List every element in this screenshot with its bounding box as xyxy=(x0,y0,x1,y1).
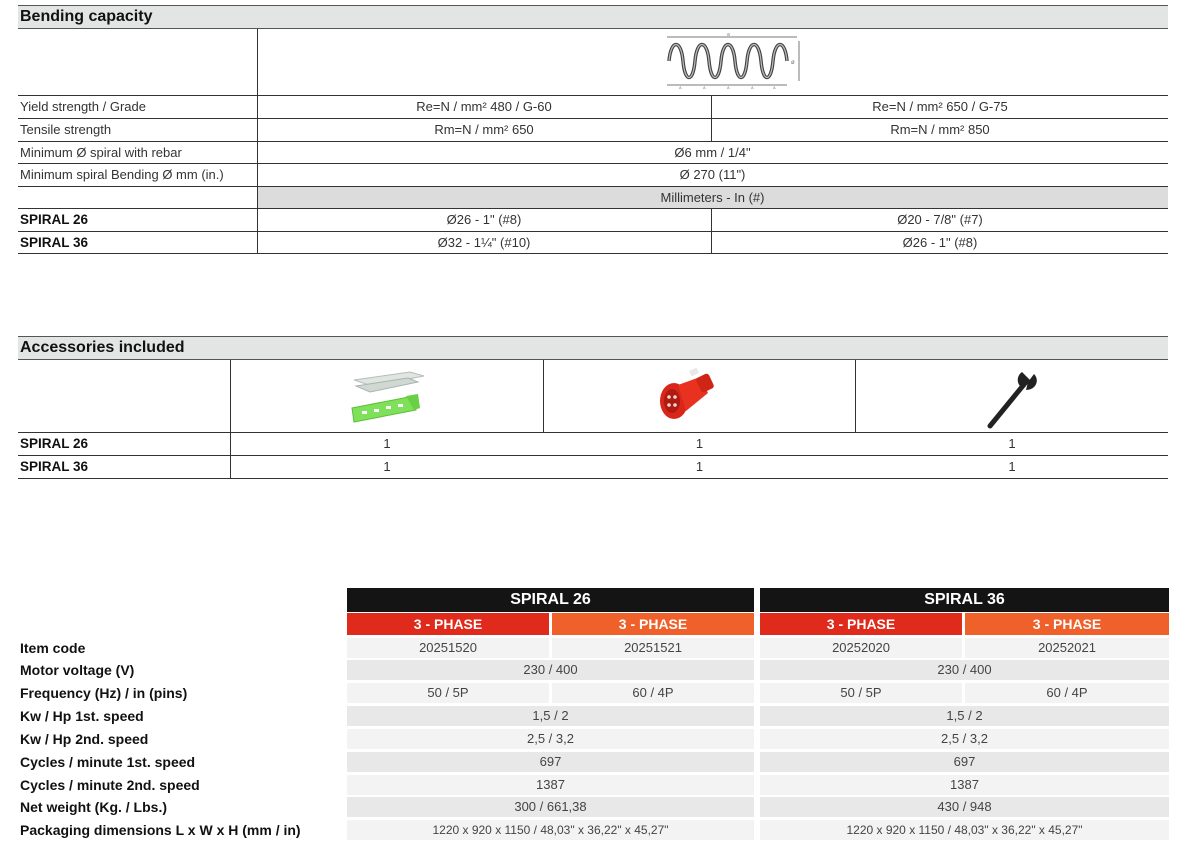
spring-diagram-icon xyxy=(663,31,803,91)
wrench-qty: 1 xyxy=(1008,459,1016,474)
value-cell: 1220 x 920 x 1150 / 48,03" x 36,22" x 45,27" xyxy=(347,820,754,840)
row-label: Item code xyxy=(20,640,86,656)
value-cell: 60 / 4P xyxy=(552,683,754,703)
value-cell: 1387 xyxy=(347,775,754,795)
tools-qty: 1 xyxy=(383,459,391,474)
spiral-26-phase-a: 3 - PHASE xyxy=(347,613,549,635)
svg-text:ø: ø xyxy=(791,60,795,66)
spiral-26-header: SPIRAL 26 xyxy=(347,588,754,612)
svg-text:A: A xyxy=(751,85,754,90)
value-cell: 697 xyxy=(760,752,1169,772)
motor-voltage-row xyxy=(18,659,1168,681)
plug-qty: 1 xyxy=(695,436,704,451)
row-label: Motor voltage (V) xyxy=(20,662,135,678)
item-code-row xyxy=(18,637,1168,659)
svg-text:a: a xyxy=(727,32,730,38)
column-divider xyxy=(543,360,544,433)
packaging-dimensions-row xyxy=(18,819,1168,841)
cycles-2nd-row xyxy=(18,774,1168,796)
value-cell: 697 xyxy=(347,752,754,772)
spiral-36-header: SPIRAL 36 xyxy=(760,588,1169,612)
svg-text:A: A xyxy=(703,85,706,90)
value-cell: 20252020 xyxy=(760,638,962,658)
svg-text:A: A xyxy=(679,85,682,90)
row-label: Minimum spiral Bending Ø mm (in.) xyxy=(20,167,224,182)
kw-hp-2nd-row xyxy=(18,728,1168,750)
value-cell: 1220 x 920 x 1150 / 48,03" x 36,22" x 45,27" xyxy=(760,820,1169,840)
column-divider xyxy=(711,209,712,254)
min-bending-diameter-value: Ø 270 (11") xyxy=(679,167,746,182)
tensile-strength-row xyxy=(18,119,1168,142)
net-weight-row xyxy=(18,796,1168,818)
row-label: Cycles / minute 1st. speed xyxy=(20,754,196,770)
model-label: SPIRAL 36 xyxy=(20,459,89,474)
frequency-row xyxy=(18,682,1168,704)
spiral-26-phase-b: 3 - PHASE xyxy=(552,613,754,635)
spiral-36-accessories-row xyxy=(18,456,1168,479)
kw-hp-1st-row xyxy=(18,705,1168,727)
row-label: Kw / Hp 2nd. speed xyxy=(20,731,149,747)
value-cell: 20251520 xyxy=(347,638,549,658)
min-spiral-rebar-value: Ø6 mm / 1/4" xyxy=(674,145,751,160)
yield-strength-row xyxy=(18,96,1168,119)
value-cell: 1,5 / 2 xyxy=(347,706,754,726)
model-label: SPIRAL 26 xyxy=(20,436,89,451)
value-cell: 20251521 xyxy=(552,638,754,658)
spiral-36-phase-a: 3 - PHASE xyxy=(760,613,962,635)
value-cell: 2,5 / 3,2 xyxy=(760,729,1169,749)
column-divider xyxy=(257,29,258,254)
value-cell: 2,5 / 3,2 xyxy=(347,729,754,749)
units-header: Millimeters - In (#) xyxy=(257,187,1168,208)
row-label: Net weight (Kg. / Lbs.) xyxy=(20,799,167,815)
accessories-header: Accessories included xyxy=(18,336,1168,360)
spiral-36-grade-75: Ø26 - 1" (#8) xyxy=(902,235,978,250)
grade-75-value: Re=N / mm² 650 / G-75 xyxy=(872,99,1008,114)
wrench-icon xyxy=(982,368,1042,430)
model-label: SPIRAL 36 xyxy=(20,235,89,250)
value-cell: 1387 xyxy=(760,775,1169,795)
value-cell: 20252021 xyxy=(965,638,1169,658)
svg-text:A: A xyxy=(773,85,776,90)
row-label: Yield strength / Grade xyxy=(20,99,146,114)
svg-text:A: A xyxy=(727,85,730,90)
value-cell: 300 / 661,38 xyxy=(347,797,754,817)
bending-capacity-header: Bending capacity xyxy=(18,5,1168,29)
tensile-850-value: Rm=N / mm² 850 xyxy=(890,122,990,137)
spiral-36-phase-b: 3 - PHASE xyxy=(965,613,1169,635)
row-label: Frequency (Hz) / in (pins) xyxy=(20,685,188,701)
value-cell: 50 / 5P xyxy=(347,683,549,703)
min-bending-diameter-row xyxy=(18,164,1168,187)
value-cell: 60 / 4P xyxy=(965,683,1169,703)
model-label: SPIRAL 26 xyxy=(20,212,89,227)
tools-qty: 1 xyxy=(383,436,391,451)
spiral-36-grade-60: Ø32 - 1¼" (#10) xyxy=(437,235,531,250)
cycles-1st-row xyxy=(18,751,1168,773)
bending-tools-icon xyxy=(348,366,428,428)
power-plug-icon xyxy=(656,367,718,425)
units-header-row xyxy=(18,187,1168,209)
wrench-qty: 1 xyxy=(1008,436,1016,451)
row-label: Minimum Ø spiral with rebar xyxy=(20,145,182,160)
spiral-26-bending-row xyxy=(18,209,1168,232)
tensile-650-value: Rm=N / mm² 650 xyxy=(434,122,534,137)
spring-image-row xyxy=(18,29,1168,96)
min-spiral-rebar-row xyxy=(18,142,1168,164)
spiral-36-bending-row xyxy=(18,232,1168,254)
value-cell: 430 / 948 xyxy=(760,797,1169,817)
value-cell: 50 / 5P xyxy=(760,683,962,703)
row-label: Cycles / minute 2nd. speed xyxy=(20,777,200,793)
value-cell: 230 / 400 xyxy=(347,660,754,680)
spiral-26-accessories-row xyxy=(18,433,1168,456)
column-divider xyxy=(230,360,231,479)
spiral-26-grade-60: Ø26 - 1" (#8) xyxy=(446,212,522,227)
plug-qty: 1 xyxy=(695,459,704,474)
column-divider xyxy=(855,360,856,433)
value-cell: 1,5 / 2 xyxy=(760,706,1169,726)
row-label: Kw / Hp 1st. speed xyxy=(20,708,144,724)
column-divider xyxy=(711,96,712,142)
value-cell: 230 / 400 xyxy=(760,660,1169,680)
row-label: Packaging dimensions L x W x H (mm / in) xyxy=(20,822,301,838)
row-label: Tensile strength xyxy=(20,122,112,137)
grade-60-value: Re=N / mm² 480 / G-60 xyxy=(416,99,552,114)
spiral-26-grade-75: Ø20 - 7/8" (#7) xyxy=(897,212,983,227)
